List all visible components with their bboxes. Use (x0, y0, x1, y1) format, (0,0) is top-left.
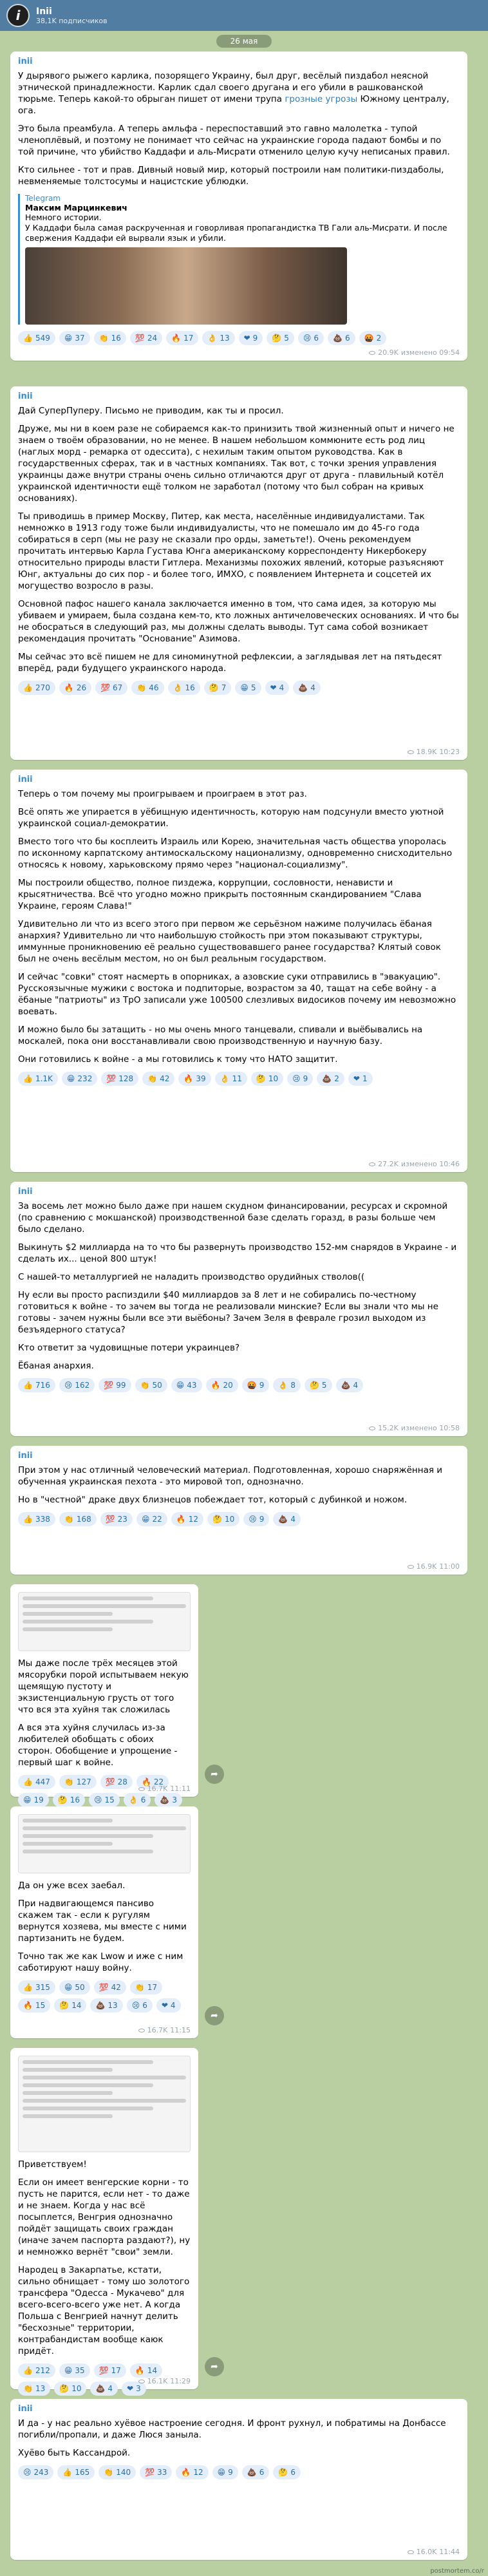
post-meta: 16.0K 11:44 (408, 2548, 460, 2556)
reaction[interactable]: 💩 4 (293, 681, 321, 695)
reaction[interactable]: 💯 128 (101, 1072, 138, 1086)
post-paragraph: Да он уже всех заебал. (18, 1880, 126, 1891)
reaction[interactable]: 😁 19 (18, 1793, 49, 1807)
attached-screenshot[interactable] (18, 1592, 191, 1651)
post-paragraph: Хуёво быть Кассандрой. (18, 2448, 131, 2458)
reaction[interactable]: 😁 43 (171, 1378, 202, 1392)
reaction[interactable]: 🤔 7 (204, 681, 232, 695)
reaction[interactable]: 👏 50 (135, 1378, 167, 1392)
quote-line: Немного истории. (25, 213, 102, 222)
reactions-bar (18, 331, 460, 345)
reaction[interactable]: 💩 4 (273, 1512, 301, 1526)
post-meta: 15.2K изменено 10:58 (369, 1424, 460, 1432)
reaction[interactable]: 👌 6 (124, 1793, 151, 1807)
reactions-bar (18, 1378, 460, 1392)
post-paragraph: Мы сейчас это всё пишем не для синоминутной рефлексии, а заглядывая лет на пятьдесят вперёд, ради будущего украинского народа. (18, 652, 442, 674)
post-meta: 20.9K изменено 09:54 (369, 348, 460, 357)
reaction[interactable]: 😁 22 (136, 1512, 167, 1526)
post-paragraph: У дырявого рыжего карлика, позорящего Украину, был друг, весёлый пиздабол неясной этнической принадлежности. Карлик сдал своего другана и его убили в рашкованской тюрьме. Теперь какой-то обрыган пишет от имени трупа грозные угрозы Южному централу, ога. (18, 71, 449, 116)
post-paragraph: Народец в Закарпатье, кстати, сильно обнищает - тому шо золотого трансфера "Одесса - Мукачево" для всего-всего-всего уже нет. А когда Польша с Венгрией начнут делить "бесхозные" территории, контрабандистам вообще каюк придёт. (18, 2265, 190, 2356)
reaction[interactable]: 👏 127 (59, 1775, 97, 1789)
reaction[interactable]: 🤔 5 (305, 1378, 332, 1392)
reaction[interactable]: 🤔 5 (267, 331, 294, 345)
reaction[interactable]: 👏 17 (130, 1980, 162, 1994)
post-meta: 16.7K 11:15 (138, 2026, 191, 2034)
reaction[interactable]: 🤬 2 (359, 331, 387, 345)
reaction[interactable]: 😢 9 (287, 1072, 313, 1086)
eye-icon (369, 1426, 375, 1430)
eye-icon (408, 2550, 414, 2554)
quote-title: Максим Марцинкевич (25, 203, 127, 213)
reaction[interactable]: 💯 67 (95, 681, 127, 695)
eye-icon (138, 2029, 145, 2032)
eye-icon (369, 1162, 375, 1166)
channel-header[interactable] (0, 0, 488, 31)
reaction[interactable]: 👌 16 (168, 681, 200, 695)
reaction[interactable]: 😁 50 (59, 1980, 90, 1994)
reaction[interactable]: 😁 5 (235, 681, 261, 695)
reaction[interactable]: 🔥 17 (166, 331, 198, 345)
post-paragraph: Всё опять же упирается в уёбищную идентичность, которую нам подсунули вместо уютной украинской социал-демократии. (18, 807, 444, 829)
post-paragraph: С нашей-то металлургией не наладить производство орудийных стволов(( (18, 1272, 365, 1282)
quote-photo[interactable] (25, 247, 347, 325)
post-paragraph: Выкинуть $2 миллиарда на то что бы развернуть производство 152-мм снарядов в Украине - и сделать их... ценой 800 штук! (18, 1242, 457, 1264)
reaction[interactable]: ❤ 4 (156, 1998, 181, 2012)
channel-title: Inii (36, 6, 52, 17)
post (10, 770, 467, 1172)
post-meta: 27.2K изменено 10:46 (369, 1160, 460, 1168)
post-paragraph: И да - у нас реально хуёвое настроение сегодня. И фронт рухнул, и побратимы на Донбассе погибли/пропали, и даже Люся заныла. (18, 2418, 446, 2440)
post-paragraph: Теперь о том почему мы проигрываем и проиграем в этот раз. (18, 789, 307, 799)
post-paragraph: Приветствуем! (18, 2159, 87, 2170)
post-paragraph: Ты приводишь в пример Москву, Питер, как места, населённые индивидуалистами. Так немножко в 1913 году тоже были индивидуалисты, что не помешало им до 45-го года собираться в серп (мы не разу не сказали про орды, заметьте!). Очень рекомендуем прочитать интервью Карла Густава Юнга американскому корреспонденту Никербокеру относительно природы власти Гитлера. Механизмы похожих явлений, которые разъясняют Юнг, актуальны до сих пор - и более того, ИМХО, с появлением Интернета и соцсетей их могущество возросло в разы. (18, 511, 444, 591)
post-paragraph: При надвигающемся пансиво скажем так - если к ругулям вернутся хозяева, мы вместе с ними партизанить не будем. (18, 1899, 187, 1944)
reaction[interactable]: ❤ 4 (265, 681, 290, 695)
post-meta: 18.9K 10:23 (408, 748, 460, 756)
eye-icon (138, 2380, 145, 2383)
reaction[interactable]: 🤔 10 (54, 2382, 86, 2396)
reaction[interactable]: 😢 6 (298, 331, 324, 345)
reaction[interactable]: 👏 140 (99, 2465, 136, 2479)
reaction[interactable]: 💯 99 (99, 1378, 131, 1392)
reaction[interactable]: 💯 33 (140, 2465, 172, 2479)
reaction[interactable]: 👍 549 (18, 331, 55, 345)
post-paragraph: Они готовились к войне - а мы готовились к тому что НАТО защитит. (18, 1054, 338, 1065)
forward-icon[interactable]: ➦ (205, 2357, 224, 2376)
post-paragraph: Это была преамбула. А теперь амльфа - переспоставший это гавно малолетка - тупой членоплёвый, и поэтому не понимает что сейчас на украинские города падают бомбы и по той причине, что убийство Каддафи и аль-Мисрати отменило целую кучу неписаных правил. (18, 124, 450, 157)
reaction[interactable]: 👏 42 (142, 1072, 174, 1086)
reaction[interactable]: 😁 9 (212, 2465, 238, 2479)
reaction[interactable]: 🤔 10 (207, 1512, 239, 1526)
reaction[interactable]: 💯 28 (100, 1775, 133, 1789)
reaction[interactable]: 🤔 16 (53, 1793, 85, 1807)
reaction[interactable]: 💩 6 (328, 331, 355, 345)
post-paragraph: А вся эта хуйня случилась из-за любителей обобщать с обоих сторон. Обобщение и упрощение - первый шаг к войне. (18, 1723, 178, 1768)
reaction[interactable]: 💩 4 (336, 1378, 364, 1392)
post-paragraph: Мы построили общество, полное пиздежа, коррупции, сословности, ненависти и крысятничества. Всё что угодно можно прикрыть постоянным скандированием "Слава Украине, героям Слава!" (18, 878, 422, 911)
reaction[interactable]: 👍 165 (57, 2465, 95, 2479)
reaction[interactable]: 🤔 10 (251, 1072, 283, 1086)
eye-icon (138, 1787, 145, 1791)
reaction[interactable]: 👍 1.1K (18, 1072, 58, 1086)
reaction[interactable]: 👍 212 (18, 2363, 55, 2378)
reaction[interactable]: 😢 6 (127, 1998, 153, 2012)
post-paragraph: За восемь лет можно было даже при нашем скудном финансировании, ресурсах и скромной (по сравнению с мокшанской) производственной базе сделать горазд, в разы больше чем было сделано. (18, 1201, 448, 1235)
post (10, 1182, 467, 1436)
reaction[interactable]: 👍 315 (18, 1980, 55, 1994)
post-paragraph: Если он имеет венгерские корни - то пусть не парится, если нет - то даже и не знаем. Когда у нас всё посыплется, Венгрия однозначно пойдёт защищать своих граждан (иначе зачем паспорта раздают?), ну и немножко вернёт "свои" земли. (18, 2177, 191, 2257)
reaction[interactable]: 💩 6 (242, 2465, 270, 2479)
eye-icon (408, 750, 414, 754)
reaction[interactable]: 🤔 14 (54, 1998, 86, 2012)
reaction[interactable]: 🔥 20 (206, 1378, 238, 1392)
post-author[interactable]: inii (18, 775, 33, 784)
reaction[interactable]: 😢 162 (59, 1378, 95, 1392)
post-paragraph: Вместо того что бы косплеить Израиль или Корею, значительная часть общества упоролась по исконному карпатскому антимоскальскому национализму, одновременно снисходительно относясь к новому, харьковскому прямо через "национал-социализму". (18, 837, 453, 870)
reaction[interactable]: 👏 13 (18, 2382, 50, 2396)
reaction[interactable]: 🔥 26 (59, 681, 91, 695)
reaction[interactable]: 👏 168 (59, 1512, 97, 1526)
post-paragraph: И сейчас "совки" стоят насмерть в опорниках, а азовские суки отправились в "эвакуацию". Русскоязычные мужики с востока и подпиторые, возрастом за 40, тащат на себе войну - а ёбаные "патриоты" из ТрО записали уже 100500 слезливых видосиков почему им невозможно воевать. (18, 972, 456, 1017)
post-author[interactable]: inii (18, 392, 33, 401)
reaction[interactable]: ❤ 1 (348, 1072, 373, 1086)
reaction[interactable]: 😢 15 (89, 1793, 120, 1807)
post-paragraph: Но в "честной" драке двух близнецов побеждает тот, который с дубинкой и ножом. (18, 1495, 408, 1505)
reaction[interactable]: 👌 13 (202, 331, 234, 345)
reactions-bar (18, 2465, 460, 2479)
post-paragraph: Мы даже после трёх месяцев этой мясорубки порой испытываем некую щемящую пустоту и экзистенциальную грусть от того что вся эта хуйня так сложилась (18, 1658, 189, 1715)
post-paragraph: Дай СуперПуперу. Письмо не приводим, как ты и просил. (18, 406, 284, 416)
post-paragraph: И можно было бы затащить - но мы очень много танцевали, спивали и выёбывались на москалей, пока они восстанавливали свою производственную и научную базу. (18, 1025, 423, 1046)
reaction[interactable]: 😁 35 (59, 2363, 90, 2378)
date-chip: 26 мая (216, 35, 272, 48)
reaction[interactable]: 💯 17 (94, 2363, 126, 2378)
post (10, 1806, 198, 2038)
reaction[interactable]: 👌 11 (215, 1072, 247, 1086)
reaction[interactable]: 👏 46 (131, 681, 164, 695)
post (10, 2399, 467, 2560)
reactions-bar (18, 1512, 460, 1526)
reaction[interactable]: 👏 16 (94, 331, 126, 345)
reaction[interactable]: 👌 8 (273, 1378, 301, 1392)
reactions-bar (18, 681, 460, 695)
reaction[interactable]: 👍 447 (18, 1775, 55, 1789)
post (10, 1446, 467, 1575)
channel-subscribers: 38,1K подписчиков (36, 16, 108, 25)
reaction[interactable]: 😁 232 (62, 1072, 97, 1086)
reaction[interactable]: 🔥 14 (130, 2363, 162, 2378)
post-author[interactable]: inii (18, 1187, 33, 1197)
forward-icon[interactable]: ➦ (205, 1765, 224, 1784)
inline-link[interactable]: грозные угрозы (285, 94, 358, 104)
attached-screenshot[interactable] (18, 1814, 191, 1873)
post (10, 52, 467, 361)
forward-icon[interactable]: ➦ (205, 2006, 224, 2025)
post-paragraph: При этом у нас отличный человеческий материал. Подготовленная, хорошо снаряжённая и обученная украинская пехота - это мировой топ, однозначно. (18, 1465, 443, 1487)
forwarded-quote[interactable] (18, 194, 460, 325)
post-paragraph: Основной пафос нашего канала заключается именно в том, что сама идея, за которую мы убиваем и умираем, была создана кем-то, кто ложных античеловеческих основаниях. И что бы не обосрaться в следующий раз, мы должны сделать выводы. Тут сама собой возникает рекомендация прочитать "Основание" Азимова. (18, 599, 459, 644)
post-author[interactable]: inii (18, 2404, 33, 2414)
eye-icon (369, 351, 375, 355)
watermark: postmortem.co/r (430, 2568, 484, 2575)
post-author[interactable]: inii (18, 57, 33, 66)
post-meta: 16.1K 11:29 (138, 2377, 191, 2385)
post-meta: 16.9K 11:00 (408, 1562, 460, 1571)
reaction[interactable]: 🤔 6 (273, 2465, 301, 2479)
post-author[interactable]: inii (18, 1451, 33, 1461)
reaction[interactable]: ❤ 3 (122, 2382, 146, 2396)
reaction[interactable]: 👍 270 (18, 681, 55, 695)
reaction[interactable]: 😢 243 (18, 2465, 53, 2479)
reaction[interactable]: 🔥 15 (18, 1998, 50, 2012)
reaction[interactable]: 🤬 9 (242, 1378, 270, 1392)
post (10, 386, 467, 760)
reaction[interactable]: 😁 37 (59, 331, 90, 345)
reaction[interactable]: 💩 4 (90, 2382, 118, 2396)
quote-line: У Каддафи была самая раскрученная и говорливая пропагандистка ТВ Гали аль-Мисрати. И после свержения Каддафи ей вырвали язык и убили. (25, 223, 447, 243)
reaction[interactable]: 👍 716 (18, 1378, 55, 1392)
reaction[interactable]: 💩 3 (155, 1793, 182, 1807)
reaction[interactable]: 🔥 12 (171, 1512, 203, 1526)
reaction[interactable]: 😢 9 (243, 1512, 269, 1526)
reactions-bar (18, 1980, 191, 2012)
post-paragraph: Ёбаная анархия. (18, 1361, 94, 1371)
post-paragraph: Точно так же как Lwow и иже с ним саботируют нашу войну. (18, 1951, 183, 1973)
reaction[interactable]: 👍 338 (18, 1512, 55, 1526)
reaction[interactable]: 🔥 12 (176, 2465, 208, 2479)
post (10, 2048, 198, 2393)
eye-icon (408, 1565, 414, 1569)
reaction[interactable]: 💩 2 (317, 1072, 344, 1086)
post-meta: 16.7K 11:11 (138, 1785, 191, 1793)
reactions-bar (18, 1072, 460, 1086)
post (10, 1584, 198, 1804)
reaction[interactable]: 💯 42 (94, 1980, 126, 1994)
channel-avatar[interactable]: i (6, 4, 30, 27)
post-paragraph: Удивительно ли что из всего этого при первом же серьёзном нажиме получилась ёбаная анархия? Удивительно ли что наибольшую стойкость при этом показывают структуры, иммунные проникновению её реально существовавшего ранее государства? Клятый совок был не очень весёлым местом, но он был реальным государством. (18, 919, 441, 964)
reaction[interactable]: 💯 23 (100, 1512, 133, 1526)
post-paragraph: Кто ответит за чудовищные потери украинцев? (18, 1343, 240, 1353)
post-paragraph: Друже, мы ни в коем разе не собираемся как-то принизить твой жизненный опыт и ничего не знаем о твоём образовании, но не менее. В нашем небольшом коммюните есть род лиц (наглых морд - ремарка от одессита), с нехилым таким опытом руководства. Как в государственных сферах, так и в частных компаниях. Так вот, с точки зрения управления украинцы даже внутри страны очень сильно отличаются друг от друга - плавильный котёл украинской идентичности ещё толком не заработал (потому что был собран на кривых основаниях). (18, 424, 455, 504)
reaction[interactable]: 💩 13 (90, 1998, 122, 2012)
post-paragraph: Ну если вы просто распиздили $40 миллиардов за 8 лет и не собирались по-честному готовиться к войне - то зачем вы тогда не реализовали минские? Если вы знали что мы не готовы - зачем нужны были все эти выёбоны? Зачем Зеля в феврале грозил выходом из безъядерного статуса? (18, 1290, 438, 1335)
post-paragraph: Кто сильнее - тот и прав. Дивный новый мир, который построили нам политики-пиздаболы, невменяемые толстосумы и нацистские ублюдки. (18, 165, 444, 187)
reaction[interactable]: ❤ 9 (239, 331, 263, 345)
attached-screenshot[interactable] (18, 2056, 191, 2152)
reaction[interactable]: 🔥 39 (178, 1072, 211, 1086)
reaction[interactable]: 💯 24 (130, 331, 162, 345)
quote-source: Telegram (25, 194, 61, 203)
reaction[interactable]: 🔥 22 (136, 1775, 169, 1789)
